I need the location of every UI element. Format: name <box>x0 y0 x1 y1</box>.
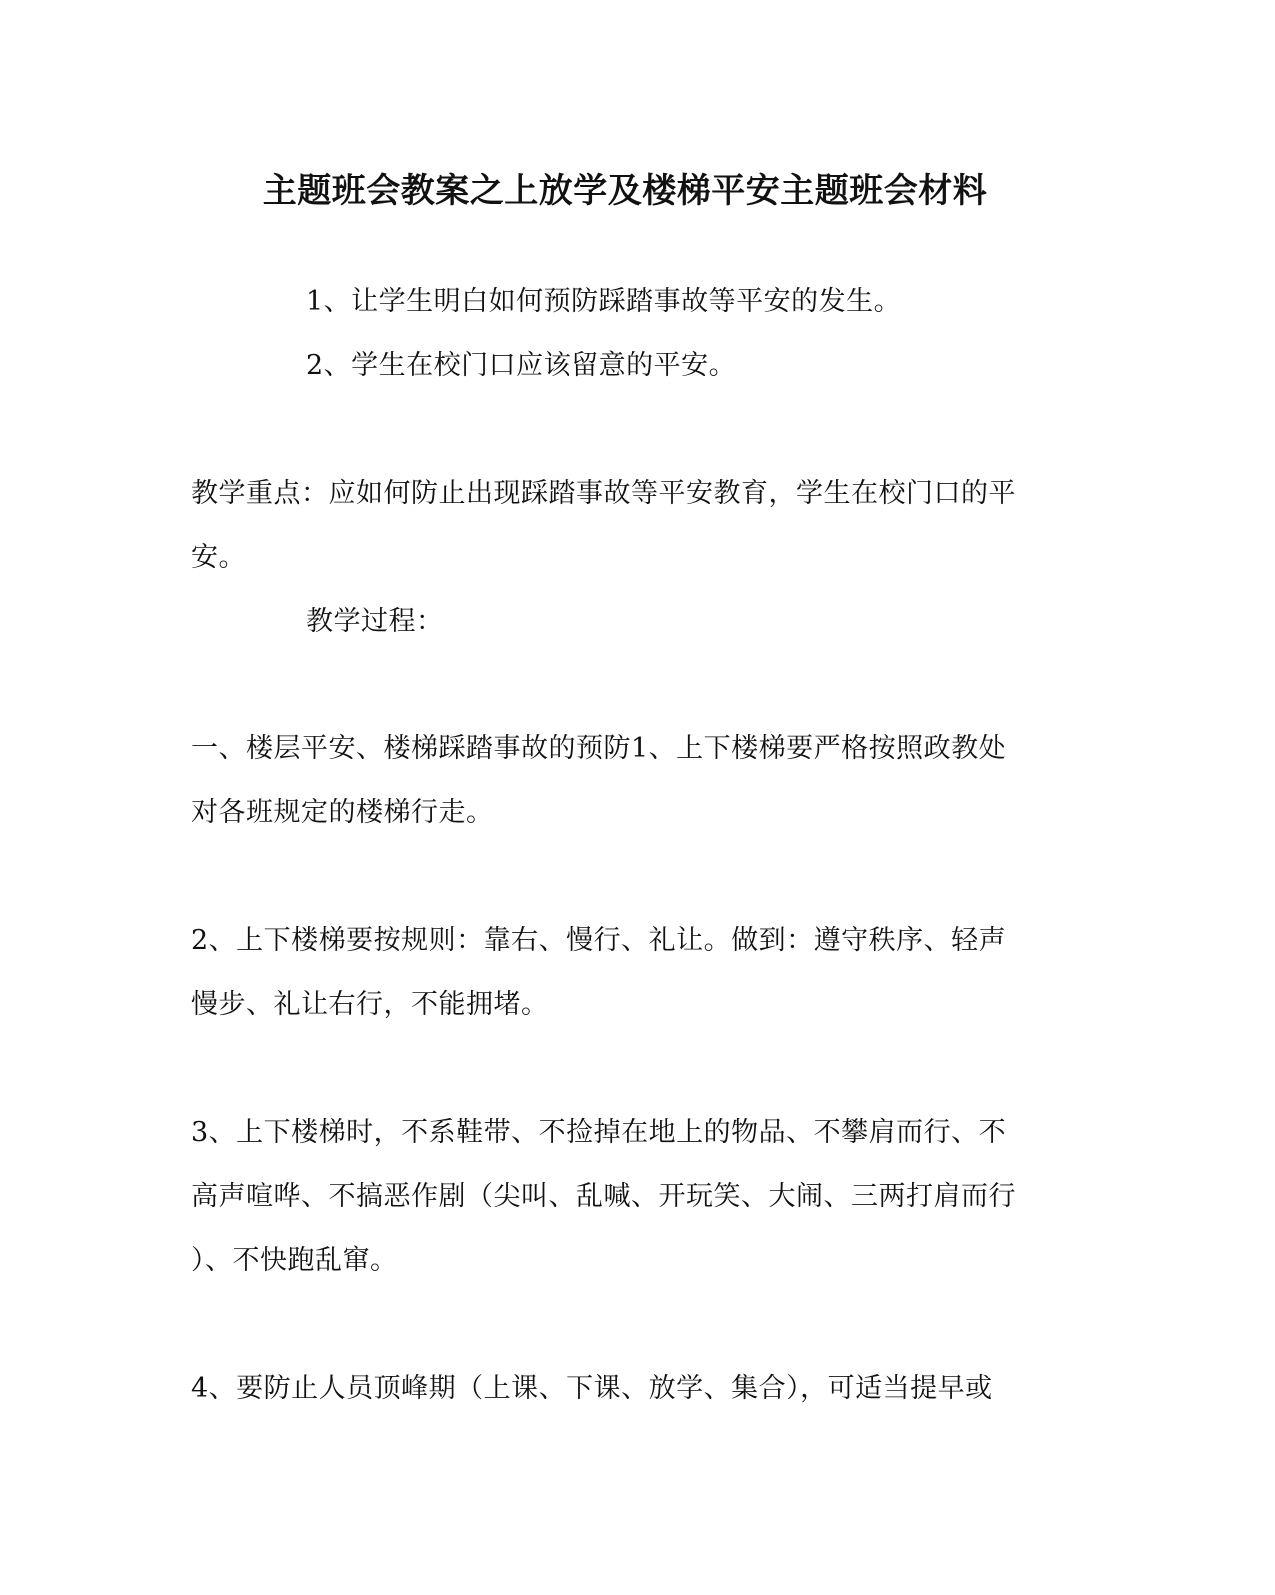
item-4-line-1: 4、要防止人员顶峰期（上课、下课、放学、集合），可适当提早或 <box>191 1373 993 1404</box>
item-3-line-2: 高声喧哗、不搞恶作剧（尖叫、乱喊、开玩笑、大闹、三两打肩而行 <box>191 1181 1016 1212</box>
item-2-line-2: 慢步、礼让右行，不能拥堵。 <box>191 989 549 1020</box>
process-heading: 教学过程： <box>306 606 444 637</box>
document-title: 主题班会教案之上放学及楼梯平安主题班会材料 <box>262 171 988 211</box>
section-1-line-2: 对各班规定的楼梯行走。 <box>191 797 494 828</box>
item-2-line-1: 2、上下楼梯要按规则：靠右、慢行、礼让。做到：遵守秩序、轻声 <box>191 925 1007 956</box>
key-points-line-2: 安。 <box>191 542 246 573</box>
key-points-line-1: 教学重点：应如何防止出现踩踏事故等平安教育，学生在校门口的平 <box>191 478 1016 509</box>
section-1-line-1: 一、楼层平安、楼梯踩踏事故的预防1、上下楼梯要严格按照政教处 <box>191 733 1007 764</box>
item-3-line-1: 3、上下楼梯时，不系鞋带、不捡掉在地上的物品、不攀肩而行、不 <box>191 1117 1007 1148</box>
objective-1: 1、让学生明白如何预防踩踏事故等平安的发生。 <box>306 286 902 317</box>
item-3-line-3: ）、不快跑乱窜。 <box>191 1245 398 1276</box>
objective-2: 2、学生在校门口应该留意的平安。 <box>306 350 737 381</box>
